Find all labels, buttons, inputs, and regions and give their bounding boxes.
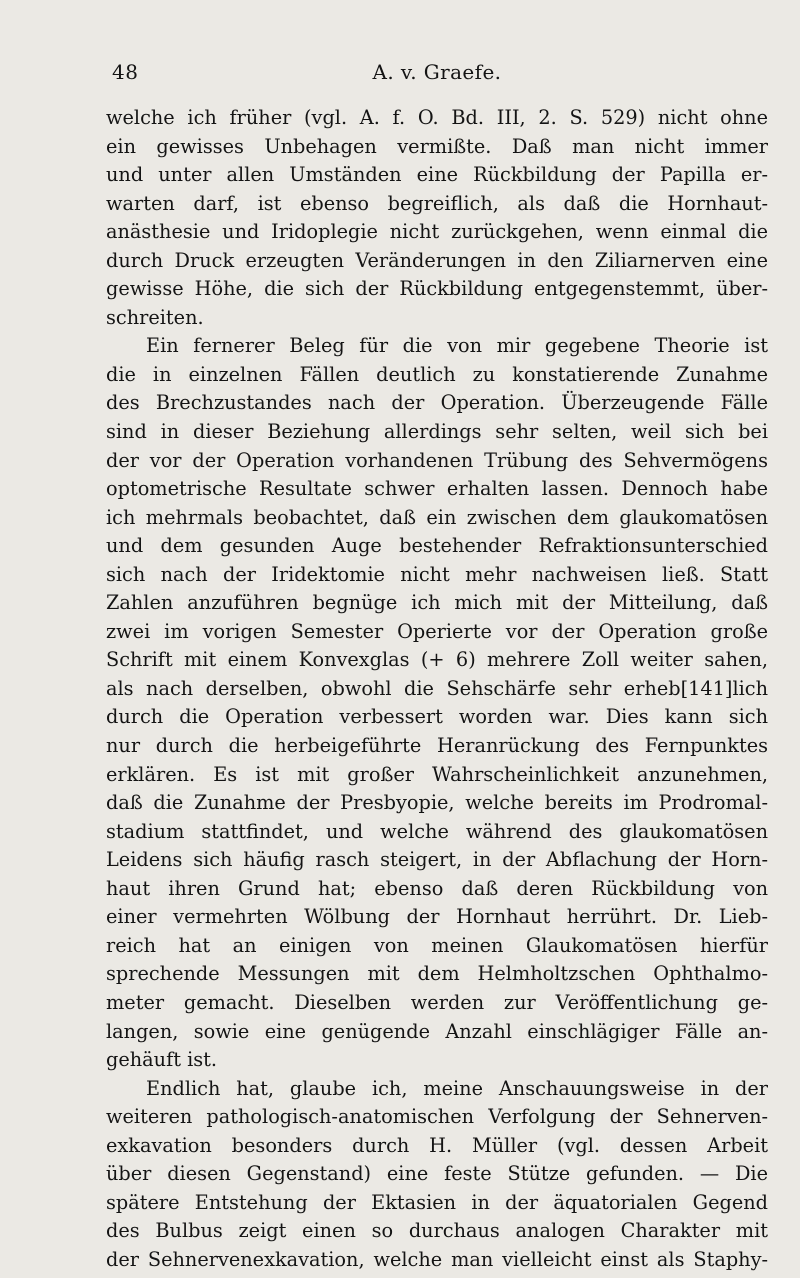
text-line: daß die Zunahme der Presbyopie, welche bereits im Prodromal-: [106, 791, 768, 815]
text-line: ich mehrmals beobachtet, daß ein zwischen dem glaukomatösen: [106, 505, 768, 529]
text-line: zwei im vorigen Semester Operierte vor der Operation große: [106, 619, 768, 643]
text-line: meter gemacht. Dieselben werden zur Veröffentlichung ge-: [106, 990, 768, 1014]
text-line: über diesen Gegenstand) eine feste Stütze gefunden. — Die: [106, 1162, 768, 1186]
text-line: sprechende Messungen mit dem Helmholtzschen Ophthalmo-: [106, 962, 768, 986]
text-line: erklären. Es ist mit großer Wahrscheinlichkeit anzunehmen,: [106, 762, 768, 786]
text-line: der Sehnervenexkavation, welche man vielleicht einst als Staphy-: [106, 1247, 768, 1271]
text-line: der vor der Operation vorhandenen Trübung des Sehvermögens: [106, 448, 768, 472]
text-line: und unter allen Umständen eine Rückbildung der Papilla er-: [106, 163, 768, 187]
text-line: optometrische Resultate schwer erhalten lassen. Dennoch habe: [106, 477, 768, 501]
text-line: schreiten.: [106, 305, 204, 329]
text-line: Schrift mit einem Konvexglas (+ 6) mehrere Zoll weiter sahen,: [106, 648, 768, 672]
text-line: als nach derselben, obwohl die Sehschärfe sehr erheb[141]lich: [106, 676, 768, 700]
text-line: spätere Entstehung der Ektasien in der äquatorialen Gegend: [106, 1190, 768, 1214]
page-number: 48: [112, 60, 139, 84]
text-line: langen, sowie eine genügende Anzahl einschlägiger Fälle an-: [106, 1019, 768, 1043]
text-line: Ein fernerer Beleg für die von mir gegebene Theorie ist: [146, 334, 768, 358]
text-line: durch die Operation verbessert worden war. Dies kann sich: [106, 705, 768, 729]
text-line: des Bulbus zeigt einen so durchaus analogen Charakter mit: [106, 1219, 768, 1243]
text-line: haut ihren Grund hat; ebenso daß deren Rückbildung von: [106, 876, 768, 900]
text-line: sind in dieser Beziehung allerdings sehr selten, weil sich bei: [106, 420, 768, 444]
text-line: und dem gesunden Auge bestehender Refraktionsunterschied: [106, 534, 768, 558]
text-line: reich hat an einigen von meinen Glaukomatösen hierfür: [106, 933, 768, 957]
text-line: Endlich hat, glaube ich, meine Anschauungsweise in der: [146, 1076, 768, 1100]
text-line: welche ich früher (vgl. A. f. O. Bd. III, 2. S. 529) nicht ohne: [106, 106, 768, 129]
text-line: durch Druck erzeugten Veränderungen in den Ziliarnerven eine: [106, 248, 768, 272]
text-line: warten darf, ist ebenso begreiflich, als daß die Hornhaut-: [106, 191, 768, 215]
text-line: gewisse Höhe, die sich der Rückbildung entgegenstemmt, über-: [106, 277, 768, 301]
text-line: die in einzelnen Fällen deutlich zu konstatierende Zunahme: [106, 362, 768, 386]
text-line: einer vermehrten Wölbung der Hornhaut herrührt. Dr. Lieb-: [106, 905, 768, 929]
text-line: des Brechzustandes nach der Operation. Überzeugende Fälle: [106, 391, 768, 415]
text-line: ein gewisses Unbehagen vermißte. Daß man nicht immer: [106, 134, 768, 158]
text-line: weiteren pathologisch-anatomischen Verfolgung der Sehnerven-: [106, 1105, 768, 1129]
text-line: nur durch die herbeigeführte Heranrückung des Fernpunktes: [106, 734, 768, 758]
text-line: Zahlen anzuführen begnüge ich mich mit der Mitteilung, daß: [106, 591, 768, 615]
text-line: exkavation besonders durch H. Müller (vgl. dessen Arbeit: [106, 1133, 768, 1157]
text-line: gehäuft ist.: [106, 1048, 218, 1072]
body-text: [106, 104, 768, 1274]
text-line: anästhesie und Iridoplegie nicht zurückgehen, wenn einmal die: [106, 220, 768, 244]
text-line: stadium stattfindet, und welche während des glaukomatösen: [106, 819, 768, 843]
page-header: [106, 60, 768, 90]
text-line: sich nach der Iridektomie nicht mehr nachweisen ließ. Statt: [106, 562, 768, 586]
running-head: A. v. Graefe.: [372, 60, 502, 84]
text-line: Leidens sich häufig rasch steigert, in der Abflachung der Horn-: [106, 848, 768, 872]
